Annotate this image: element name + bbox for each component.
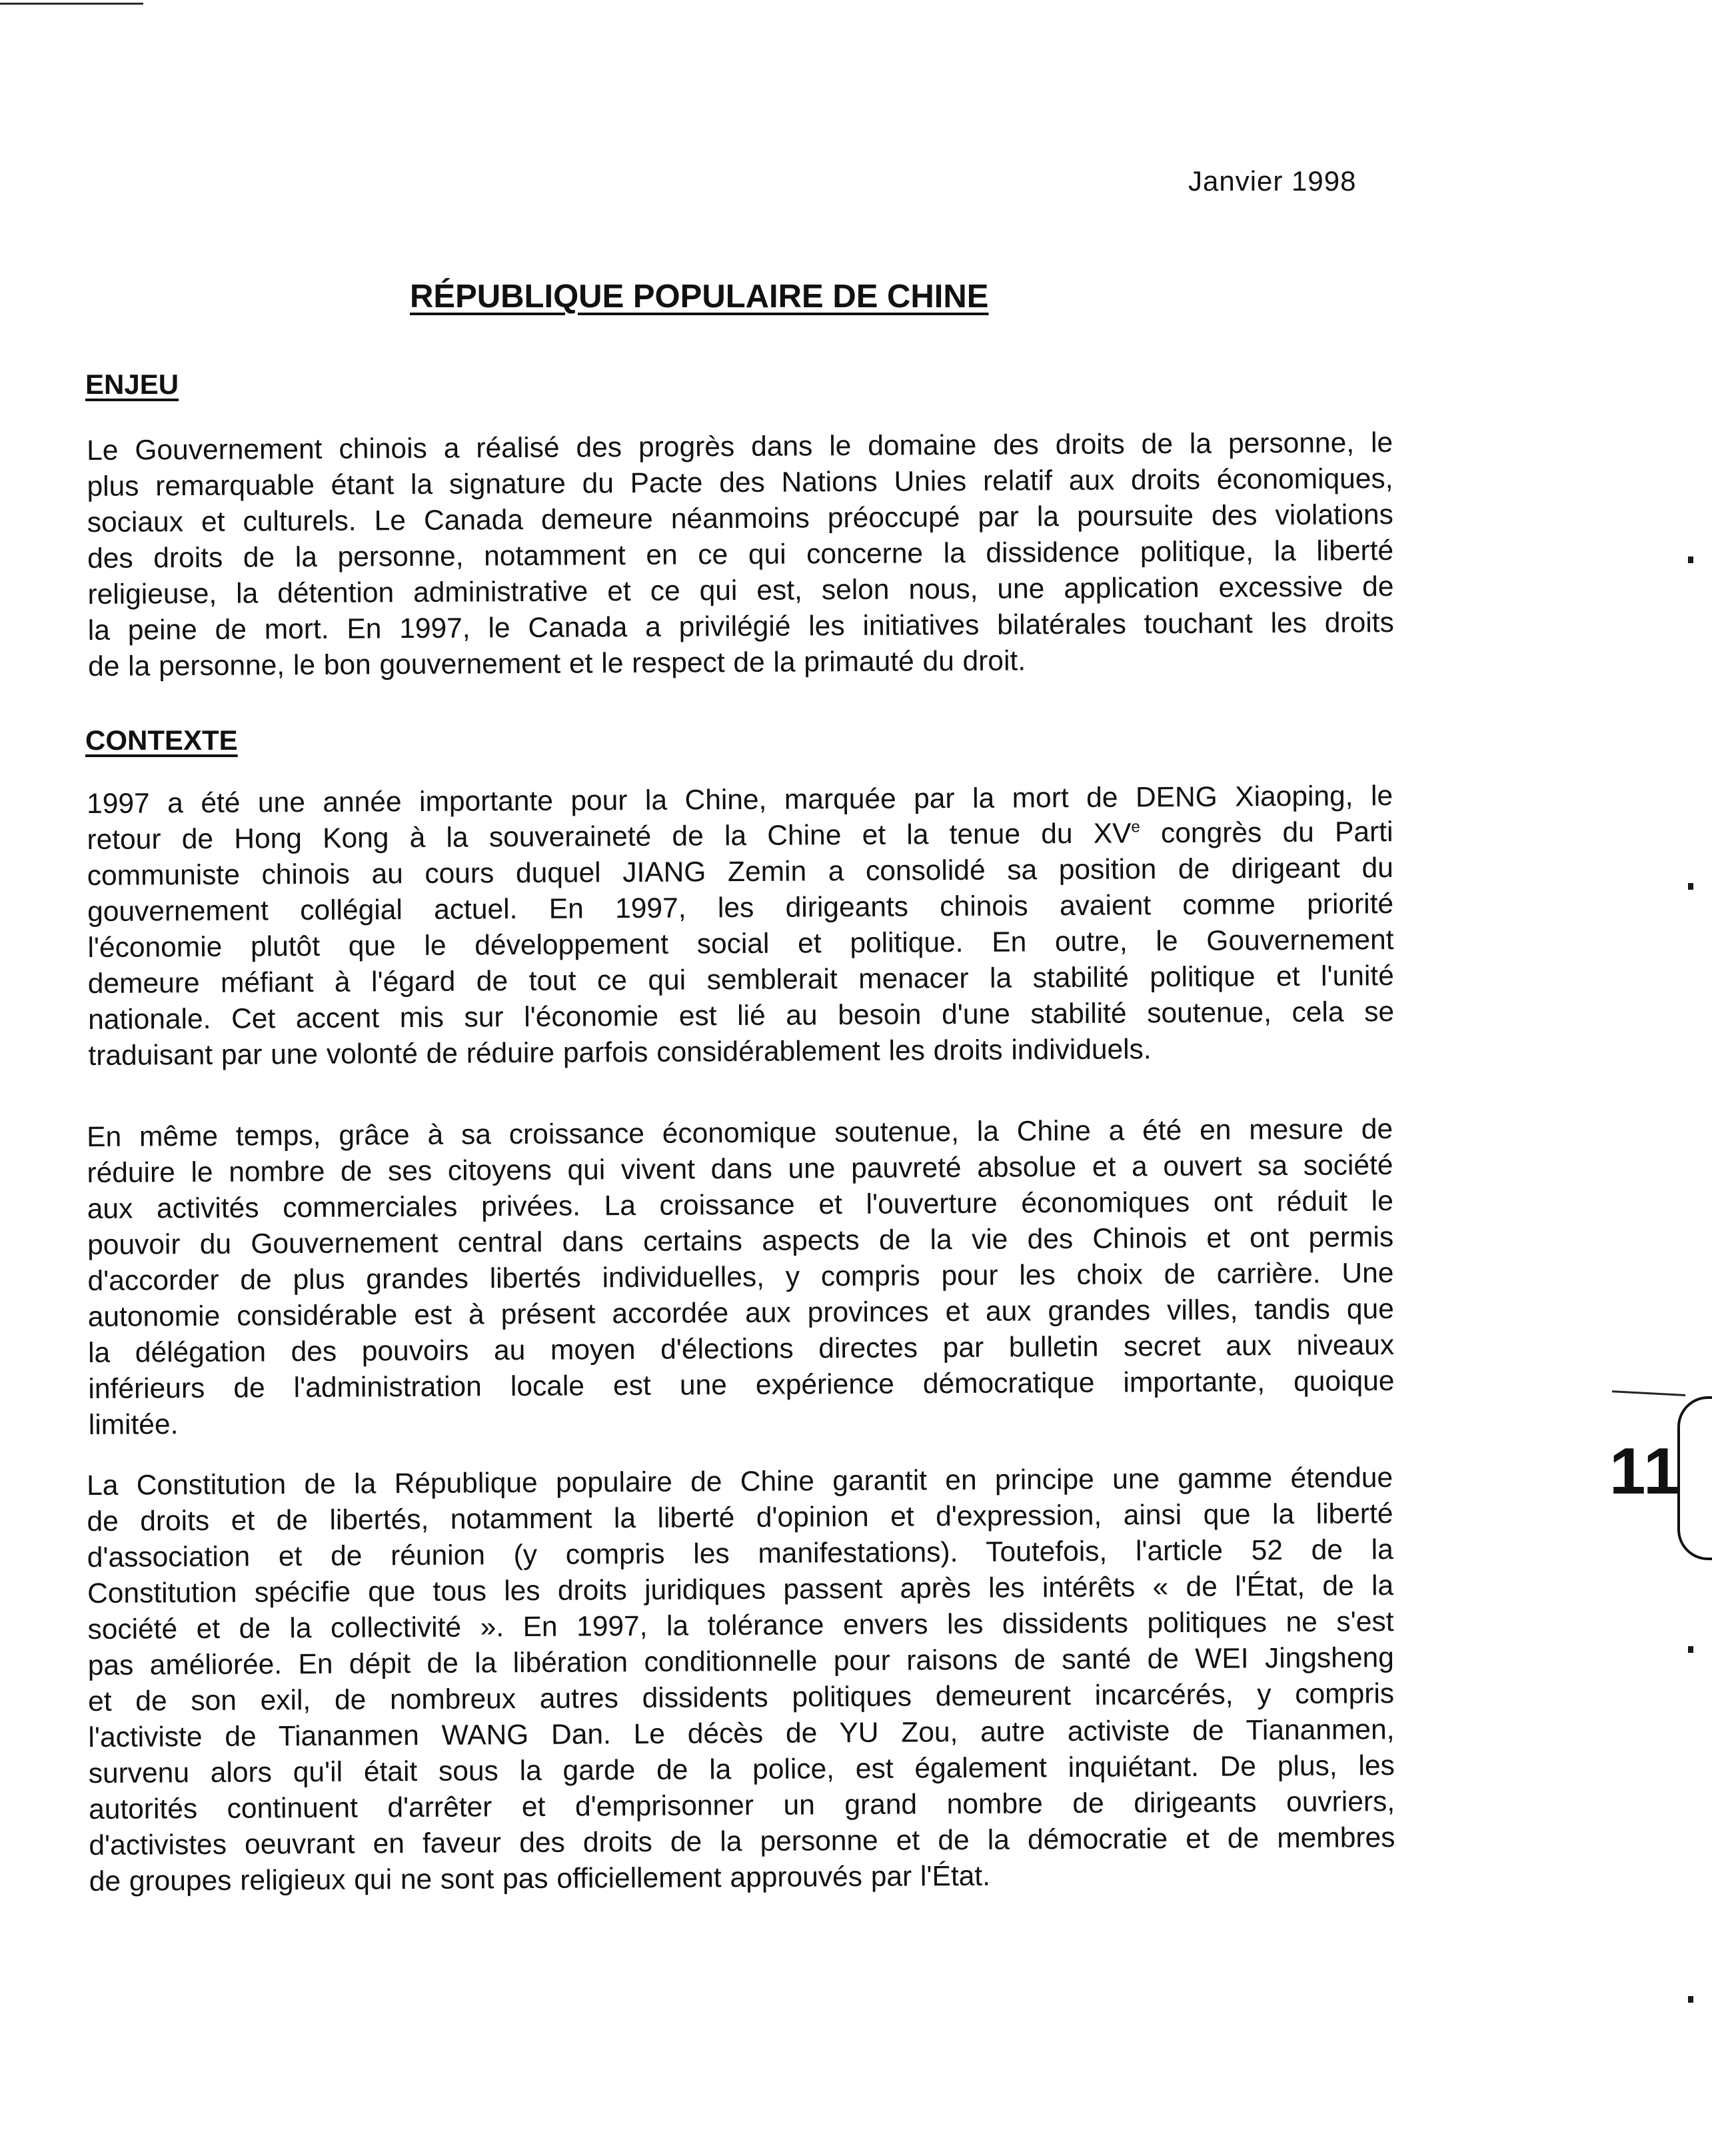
edge-tick [1688,883,1693,890]
text-line: d'association et de réunion (y compris les manifestations). Toutefois, l'article 52 de la [87,1534,1393,1574]
text-line: gouvernement collégial actuel. En 1997, les dirigeants chinois avaient comme priorité [87,888,1394,928]
paragraph-contexte-2 [87,1112,1395,1444]
text-line: l'économie plutôt que le développement social et politique. En outre, le Gouvernement [87,924,1394,964]
text-line: Constitution spécifie que tous les droits juridiques passent après les intérêts « de l'État, de la [87,1570,1394,1610]
document-date: Janvier 1998 [1188,165,1357,197]
heading-enjeu: ENJEU [85,369,179,400]
paragraph-enjeu [87,425,1394,685]
edge-tick [1688,1996,1693,2003]
page-title: RÉPUBLIQUE POPULAIRE DE CHINE [410,279,989,315]
text-line: la peine de mort. En 1997, le Canada a privilégié les initiatives bilatérales touchant les droits [87,607,1394,646]
text-line: des droits de la personne, notamment en ce qui concerne la dissidence politique, la liberté [87,535,1394,574]
text-line: plus remarquable étant la signature du Pacte des Nations Unies relatif aux droits économiques, [87,463,1393,503]
text-line: communiste chinois au cours duquel JIANG Zemin a consolidé sa position de dirigeant du [87,852,1393,892]
text-line: pas améliorée. En dépit de la libération conditionnelle pour raisons de santé de WEI Jingsheng [87,1642,1394,1681]
text-line: d'activistes oeuvrant en faveur des droits de la personne et de la démocratie et de membres [89,1822,1395,1861]
text-line: de la personne, le bon gouvernement et le respect de la primauté du droit. [87,645,1026,682]
text-line: limitée. [88,1409,179,1441]
text-line: traduisant par une volonté de réduire parfois considérablement les droits individuels. [88,1034,1152,1072]
text-line: aux activités commerciales privées. La croissance et l'ouverture économiques ont réduit le [87,1186,1393,1225]
text-fragment: congrès du Parti [1140,816,1393,850]
text-line: La Constitution de la République populaire de Chine garantit en principe une gamme étendue [87,1462,1393,1502]
text-line: de groupes religieux qui ne sont pas officiellement approuvés par l'État. [89,1860,991,1897]
text-line: réduire le nombre de ses citoyens qui vivent dans une pauvreté absolue et a ouvert sa société [87,1150,1393,1189]
heading-contexte: CONTEXTE [85,724,238,756]
text-line: 1997 a été une année importante pour la Chine, marquée par la mort de DENG Xiaoping, le [87,780,1393,820]
text-line: inférieurs de l'administration locale est une expérience démocratique importante, quoique [88,1366,1395,1405]
text-line: survenu alors qu'il était sous la garde de la police, est également inquiétant. De plus, les [88,1750,1395,1789]
text-line: demeure méfiant à l'égard de tout ce qui semblerait menacer la stabilité politique et l'unité [87,960,1394,1000]
text-line: sociaux et culturels. Le Canada demeure néanmoins préoccupé par la poursuite des violations [87,499,1393,539]
text-fragment: retour de Hong Kong à la souveraineté de la Chine et la tenue du XV [87,818,1132,856]
text-line: autorités continuent d'arrêter et d'emprisonner un grand nombre de dirigeants ouvriers, [88,1786,1395,1825]
text-line: religieuse, la détention administrative et ce qui est, selon nous, une application excessive de [87,571,1394,610]
edge-tick [1688,556,1693,563]
text-line: l'activiste de Tiananmen WANG Dan. Le décès de YU Zou, autre activiste de Tiananmen, [88,1714,1395,1753]
edge-tick [1688,1646,1693,1653]
text-line: d'accorder de plus grandes libertés individuelles, y compris pour les choix de carrière. Une [87,1258,1394,1297]
text-line: et de son exil, de nombreux autres dissidents politiques demeurent incarcérés, y compris [87,1678,1395,1717]
text-line: En même temps, grâce à sa croissance économique soutenue, la Chine a été en mesure de [87,1114,1393,1153]
tab-lead-line [1612,1390,1685,1396]
text-line: nationale. Cet accent mis sur l'économie est lié au besoin d'une stabilité soutenue, cela se [87,996,1395,1036]
section-tab [1677,1396,1712,1560]
text-line: la délégation des pouvoirs au moyen d'élections directes par bulletin secret aux niveaux [87,1330,1395,1369]
text-line: société et de la collectivité ». En 1997, la tolérance envers les dissidents politiques ne s'est [87,1606,1394,1645]
text-line: de droits et de libertés, notamment la liberté d'opinion et d'expression, ainsi que la liberté [87,1498,1393,1538]
tab-number: 11 [1609,1434,1681,1508]
superscript: e [1131,818,1140,836]
paragraph-contexte-1 [87,778,1395,1074]
paragraph-contexte-3 [87,1460,1395,1900]
text-line: Le Gouvernement chinois a réalisé des progrès dans le domaine des droits de la personne, le [87,427,1393,467]
text-line: autonomie considérable est à présent accordée aux provinces et aux grandes villes, tandis que [87,1294,1394,1333]
text-line: pouvoir du Gouvernement central dans certains aspects de la vie des Chinois et ont permis [87,1222,1394,1261]
page-edge-marks [1685,0,1712,2156]
scan-artifact-line [0,3,143,5]
